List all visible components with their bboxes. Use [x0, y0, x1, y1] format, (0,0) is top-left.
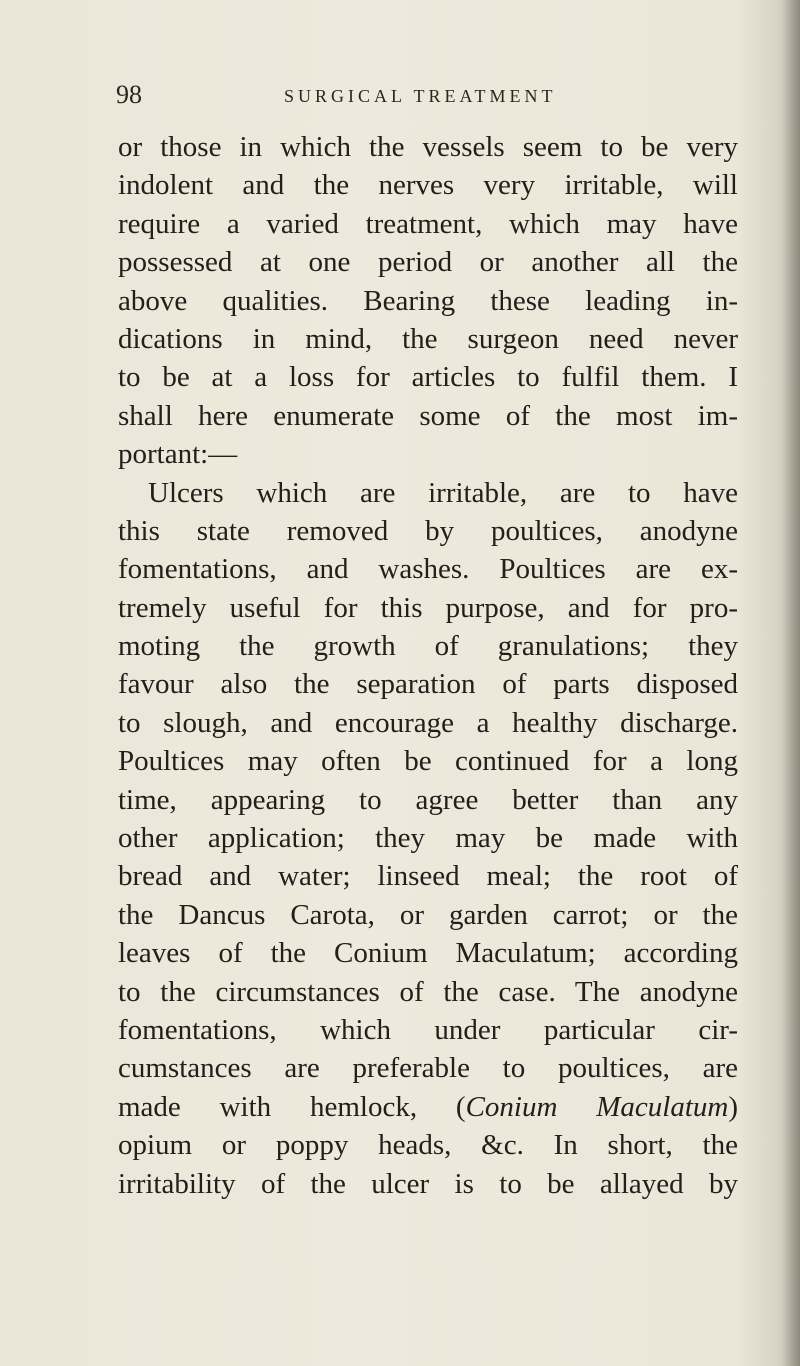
text-line: fomentations, and washes. Poultices are ex-: [118, 553, 738, 586]
text-line: or those in which the vessels seem to be very: [118, 131, 738, 163]
text-line: possessed at one period or another all the: [118, 246, 738, 279]
botanical-name: Conium Maculatum: [465, 1090, 729, 1123]
text-line: tremely useful for this purpose, and for pro-: [118, 591, 738, 624]
text-line: fomentations, which under particular cir-: [118, 1013, 738, 1046]
page-header: [116, 80, 676, 114]
text-line: this state removed by poultices, anodyne: [118, 514, 738, 547]
text-line: other application; they may be made with: [118, 822, 738, 855]
text-line: the Dancus Carota, or garden carrot; or the: [118, 898, 738, 931]
text-line: to be at a loss for articles to fulfil them. I: [118, 361, 738, 394]
text-line: indolent and the nerves very irritable, will: [118, 169, 738, 202]
text-line: shall here enumerate some of the most im-: [118, 399, 738, 432]
text-line: cumstances are preferable to poultices, are: [118, 1052, 738, 1085]
body-text: [118, 128, 738, 1203]
page-number: 98: [116, 80, 142, 109]
running-head: SURGICAL TREATMENT: [284, 86, 557, 106]
text-line: favour also the separation of parts disposed: [118, 668, 738, 701]
text-line: moting the growth of granulations; they: [118, 630, 738, 663]
text-line: Ulcers which are irritable, are to have: [148, 476, 738, 509]
text-line: bread and water; linseed meal; the root of: [118, 860, 738, 893]
page-edge-shadow: [782, 0, 800, 1366]
text-line: to slough, and encourage a healthy discharge.: [118, 706, 738, 739]
text-line: above qualities. Bearing these leading in-: [118, 284, 738, 317]
text-line: dications in mind, the surgeon need never: [118, 322, 738, 355]
text-line: time, appearing to agree better than any: [118, 783, 738, 816]
text-line: leaves of the Conium Maculatum; according: [118, 937, 738, 970]
text-line: to the circumstances of the case. The anodyne: [118, 975, 738, 1008]
text-line: irritability of the ulcer is to be allayed by: [118, 1167, 738, 1200]
text-line: opium or poppy heads, &c. In short, the: [118, 1129, 738, 1162]
text-line: portant:—: [118, 438, 238, 471]
text-line: Poultices may often be continued for a long: [118, 745, 738, 778]
text-line-with-italic: made with hemlock, (Conium Maculatum): [118, 1090, 738, 1123]
text-line: require a varied treatment, which may have: [118, 207, 738, 240]
